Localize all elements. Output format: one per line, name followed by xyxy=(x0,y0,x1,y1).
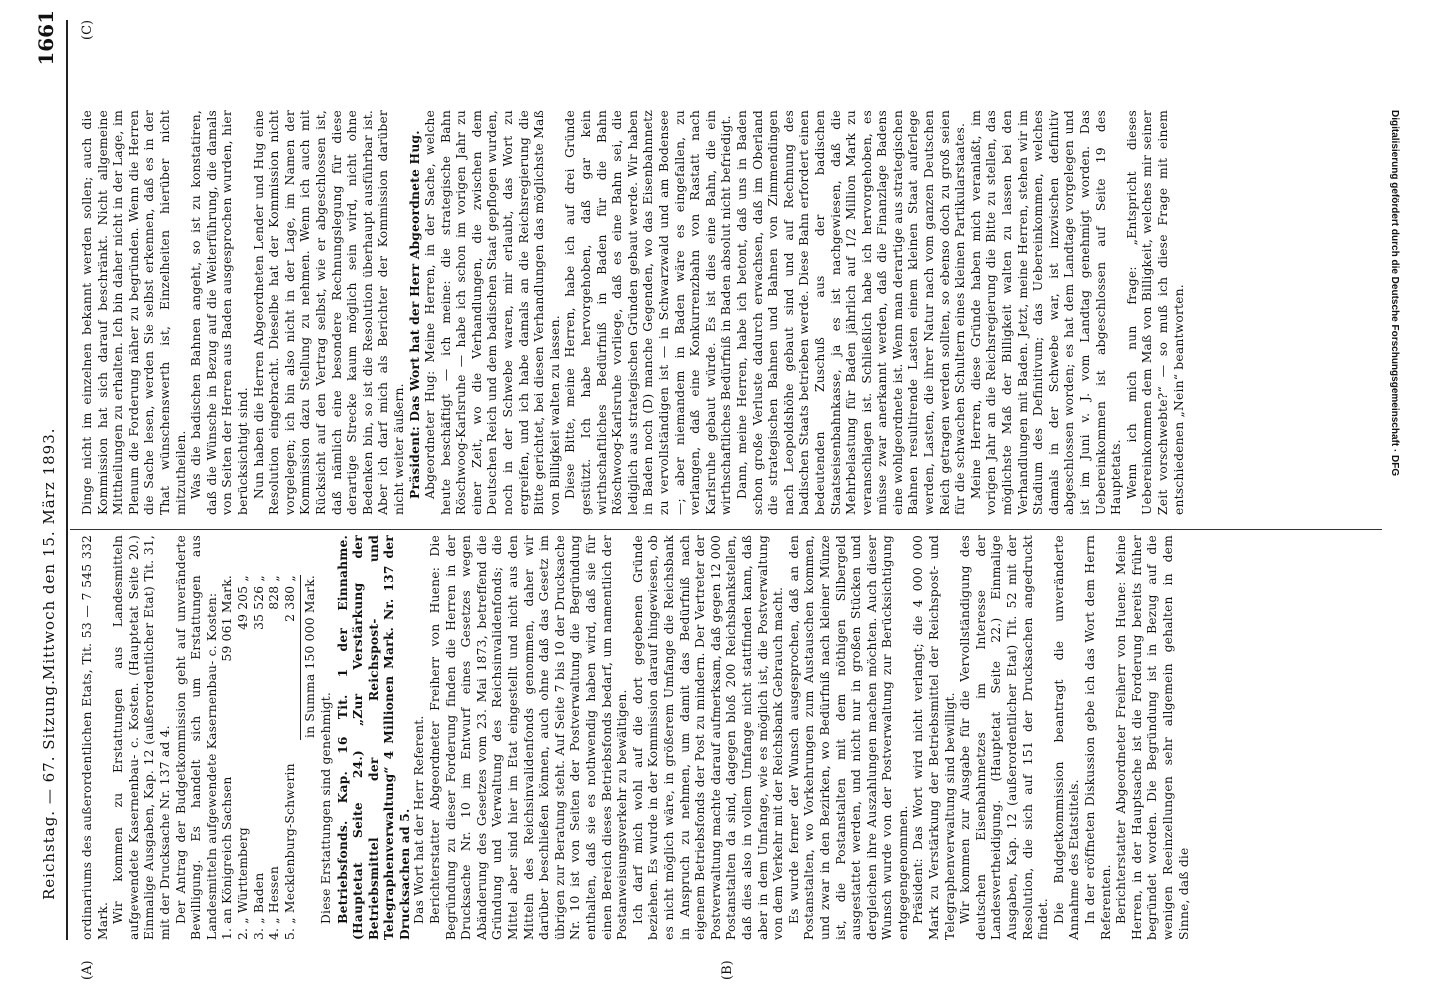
table-row xyxy=(236,535,252,940)
paragraph: Das Wort hat der Herr Referent. xyxy=(412,715,427,924)
header-session: Reichstag. — 67. Sitzung. xyxy=(40,679,58,900)
paragraph: Dann, meine Herren, habe ich betont, daß uns in Baden schon große Verluste dadurch erwachsen, daß im Oberland die strategischen Bahnen und Bahnen von Zimmendingen nach Leopoldshöhe gebaut sind und auf Rechnung des badischen Staats betrieben werde. Diese Bahn erfordert einen bedeutenden Zuschuß aus der badischen Staatseisenbahnkasse, ja es ist nachgewiesen, daß die Mehrbelastung für Baden jährlich auf 1/2 Million Mark zu veranschlagen ist. Schließlich habe ich hervorgehoben, es müsse zwar anerkannt werden, daß die Finanzlage Badens eine wohlgeordnete ist. Wenn man derartige aus strategischen Bahnen resultirende Lasten einem kleinen Staat auferlege werden, Lasten, die ihrer Natur nach vom ganzen Deutschen Reich getragen werden sollten, so ebenso doch zu groß seien für die schwachen Schultern eines kleinen Partikularstaates. xyxy=(734,110,968,515)
paragraph: Es wurde ferner der Wunsch ausgesprochen, daß an den Postanstalten, wo Vorkehrungen zum Austauschen kommen, und zwar in den Bezirken, wo Bedürfniß nach kleiner Münze ist, die Postanstalten mit dem nöthigen Silbergeld ausgestattet werden, und nicht nur in großen Stücken und dergleichen ihre Auszahlungen machen möchten. Auch dieser Wunsch wurde von der Postverwaltung zur Berücksichtigung entgegengenommen. xyxy=(786,535,910,940)
header-date: Mittwoch den 15. März 1893. xyxy=(40,427,58,680)
column-separator xyxy=(70,529,1382,530)
table-value: 2 380 „ xyxy=(282,575,297,622)
margin-marker-b: (B) xyxy=(720,960,735,980)
paragraph: Diese Erstattungen sind genehmigt. xyxy=(318,691,333,924)
table-label: 3. „ Baden xyxy=(251,872,266,940)
table-row xyxy=(252,535,268,940)
paragraph: Meine Herren, diese Gründe haben mich veranlaßt, im vorigen Jahr an die Reichsregierung die Bitte zu stellen, das möglichste Maß der Billigkeit walten zu lassen bei den Verhandlungen mit Baden. Jetzt, meine Herren, stehen wir im Stadium des Definitivum; das Uebereinkommen, welches damals in der Schwebe war, ist inzwischen definitiv abgeschlossen worden; es hat dem Landtage vorgelegen und ist im Juni v. J. vom Landtag genehmigt worden. Das Uebereinkommen ist abgeschlossen auf Seite 19 des Hauptetats. xyxy=(968,110,1124,515)
table-row xyxy=(283,535,299,940)
table-label: 1. an Königreich Sachsen xyxy=(220,776,235,940)
table-label: 4. „ Hessen xyxy=(267,866,282,940)
margin-marker-c: (C) xyxy=(80,19,95,40)
page-number: 1661 xyxy=(34,10,58,66)
paragraph: Berichterstatter Abgeordneter Freiherr von Huene: Meine Herren, in der Hauptsache ist die Forderung bereits früher begründet worden. Die Begründung ist in Bezug auf die wenigen Reeinzellungen sehr allgemein gehalten in dem Sinne, daß die xyxy=(1114,535,1191,940)
paragraph: Nun haben die Herren Abgeordneten Lender und Hug eine Resolution eingebracht. Dieselbe hat der Kommission nicht vorgelegen; ich bin also nicht in der Lage, im Namen der Kommission dazu Stellung zu nehmen. Wenn ich auch mit Rücksicht auf den Vertrag selbst, wie er abgeschlossen ist, daß nämlich eine besondere Rechnungslegung für diese derartige Strecke kaum möglich sein wird, nicht ohne Bedenken bin, so ist die Resolution überhaupt ausführbar ist. Aber ich darf mich als Berichter der Kommission darüber nicht weiter äußern. xyxy=(251,110,406,515)
paragraph: Diese Bitte, meine Herren, habe ich auf drei Gründe gestützt. Ich habe hervorgehoben, daß gar kein wirthschaftliches Bedürfniß in Baden für die Bahn Röschwoog-Karlsruhe vorliege, daß es eine Bahn sei, die lediglich aus strategischen Gründen gebaut werde. Wir haben in Baden noch (D) manche Gegenden, wo das Eisenbahnnetz zu vervollständigen ist — in Schwarzwald und am Bodensee —; aber niemandem in Baden wäre es eingefallen, zu verlangen, daß eine Konkurrenzbahn von Rastatt nach Karlsruhe gebaut würde. Es ist dies eine Bahn, die ein wirthschaftliches Bedürfniß in Baden absolut nicht befriedigt. xyxy=(563,110,734,515)
table-row xyxy=(267,535,283,940)
table-value: 35 526 „ xyxy=(251,575,266,630)
paragraph: Die Budgetkommission beantragt die unveränderte Annahme des Etatstitels. xyxy=(1051,535,1082,940)
table-value: 828 „ xyxy=(267,575,282,610)
paragraph: Was die badischen Bahnen angeht, so ist zu konstatiren, daß die Wünsche in Bezug auf die Weiterführung, die damals von Seiten der Herren aus Baden ausgesprochen wurden, hier berücksichtigt sind. xyxy=(189,110,250,515)
paragraph: Präsident: Das Wort hat der Herr Abgeordnete Hug. xyxy=(407,130,423,499)
table-label: 2. „ Württemberg xyxy=(235,827,250,940)
paragraph: Berichterstatter Abgeordneter Freiherr von Huene: Die Begründung zu dieser Forderung finden die Herren in der Drucksache Nr. 10 im Entwurf eines Gesetzes wegen Abänderung des Gesetzes vom 23. Mai 1873, betreffend die Gründung und Verwaltung des Reichsinvalidenfonds; die Mittel aber sind hier im Etat eingestellt und nicht aus den Mitteln des Reichsinvalidenfonds genommen, daher wir darüber beschließen können, auch ohne daß das Gesetz im übrigen zur Beratung steht. Auf Seite 7 bis 10 der Drucksache Nr. 10 ist von Seiten der Postverwaltung die Begründung enthalten, daß sie es nothwendig haben wird, daß sie für einen Bereich dieses Betriebsfonds bedarf, um namentlich der Postanweisungsverkehr zu bewältigen. xyxy=(428,535,630,940)
table-label: 5. „ Mecklenburg-Schwerin xyxy=(282,763,297,940)
paragraph: Wir kommen zu Erstattungen aus Landesmitteln aufgewendete Kasernenbau- c. Kosten. (Hauptetat Seite 20.) Einmalige Ausgaben, Kap. 12 (außerordentlicher Etat) Tit. 31, mit der Drucksache Nr. 137 ad 4. xyxy=(111,535,172,940)
paragraph: Dinge nicht im einzelnen bekannt werden sollen; auch die Kommission hat sich darauf beschränkt. Nicht allgemeine Mittheilungen zu erhalten. Ich bin daher nicht in der Lage, im Plenum die Forderung näher zu begründen. Wenn die Herren die Sache lesen, werden Sie selbst erkennen, daß es in der That wünschenswerth ist, Einzelheiten hierüber nicht mitzutheilen. xyxy=(80,110,188,515)
digitization-credit: Digitalisierung gefördert durch die Deutsche Forschungsgemeinschaft · DFG xyxy=(1389,110,1400,477)
right-column xyxy=(80,110,1187,515)
paragraph: Wir kommen zur Ausgabe für die Vervollständigung des deutschen Eisenbahnnetzes im Interesse der Landesvertheidigung. (Hauptetat Seite 22.) Einmalige Ausgaben, Kap. 12 (außerordentlicher Etat) Tit. 52 mit der Resolution, die sich auf 151 der Drucksachen angedruckt findet. xyxy=(958,535,1051,940)
header-rule xyxy=(66,20,68,940)
margin-marker-a: (A) xyxy=(80,960,95,980)
allocation-table xyxy=(220,535,319,940)
paragraph: Der Antrag der Budgetkommission geht auf unveränderte Bewilligung. Es handelt sich um Erstattungen aus Landesmitteln aufgewendete Kasernenbau- c. Kosten: xyxy=(173,535,219,940)
paragraph: Ich darf mich wohl auf die dort gegebenen Gründe beziehen. Es wurde in der Kommission darauf hingewiesen, ob es nicht möglich wäre, in größerem Umfange die Reichsbank in Anspruch zu nehmen, um damit das Bedürfniß nach eigenem Betriebsfonds der Post zu mindern. Der Vertreter der Postverwaltung machte darauf aufmerksam, daß gegen 12 000 Postanstalten da sind, dagegen bloß 200 Reichsbankstellen, daß dies also in vollem Umfange nicht stattfinden kann, daß aber in dem Umfange, wie es möglich ist, die Postverwaltung von dem Verkehr mit der Reichsbank Gebrauch macht. xyxy=(630,535,786,940)
table-value: 59 061 Mark. xyxy=(220,575,235,662)
paragraph: Präsident: Das Wort wird nicht verlangt; die 4 000 000 Mark zu Verstärkung der Betriebsmittel der Reichspost- und Telegraphenverwaltung sind bewilligt. xyxy=(911,535,957,940)
running-header xyxy=(34,10,66,970)
paragraph: Abgeordneter Hug: Meine Herren, in der Sache, welche heute beschäftigt — ich meine: die strategische Bahn Röschwoog-Karlsruhe — habe ich schon im vorigen Jahr zu einer Zeit, wo die Verhandlungen, die zwischen dem Deutschen Reich und dem badischen Staat gepflogen wurden, noch in der Schwebe waren, mir erlaubt, das Wort zu ergreifen, und ich habe damals an die Reichsregierung die Bitte gerichtet, bei diesen Verhandlungen das möglichste Maß von Billigkeit walten zu lassen. xyxy=(423,110,562,515)
left-column xyxy=(80,535,1192,940)
paragraph: ordinariums des außerordentlichen Etats, Tit. 53 — 7 545 332 Mark. xyxy=(80,535,110,940)
table-value: 49 205 „ xyxy=(235,575,250,630)
table-sum: in Summa 150 000 Mark. xyxy=(303,575,318,738)
sum-rule xyxy=(300,575,301,740)
paragraph: Wenn ich mich nun frage: „Entspricht dieses Uebereinkommen dem Maß von Billigkeit, welches mir seiner Zeit vorschwebte?“ — so muß ich diese Frage mit einem entschiedenen „Nein“ beantworten. xyxy=(1124,110,1186,515)
paragraph: Betriebsfonds. Kap. 16 Tit. 1 der Einnahme. (Hauptetat Seite 24.) „Zur Verstärkung der Betriebsmittel der Reichspost- und Telegraphenverwaltung“ 4 Millionen Mark. Nr. 137 der Drucksachen ad 5. xyxy=(334,535,412,940)
table-row xyxy=(220,535,236,940)
paragraph: In der eröffneten Diskussion gebe ich das Wort dem Herrn Referenten. xyxy=(1083,535,1113,940)
